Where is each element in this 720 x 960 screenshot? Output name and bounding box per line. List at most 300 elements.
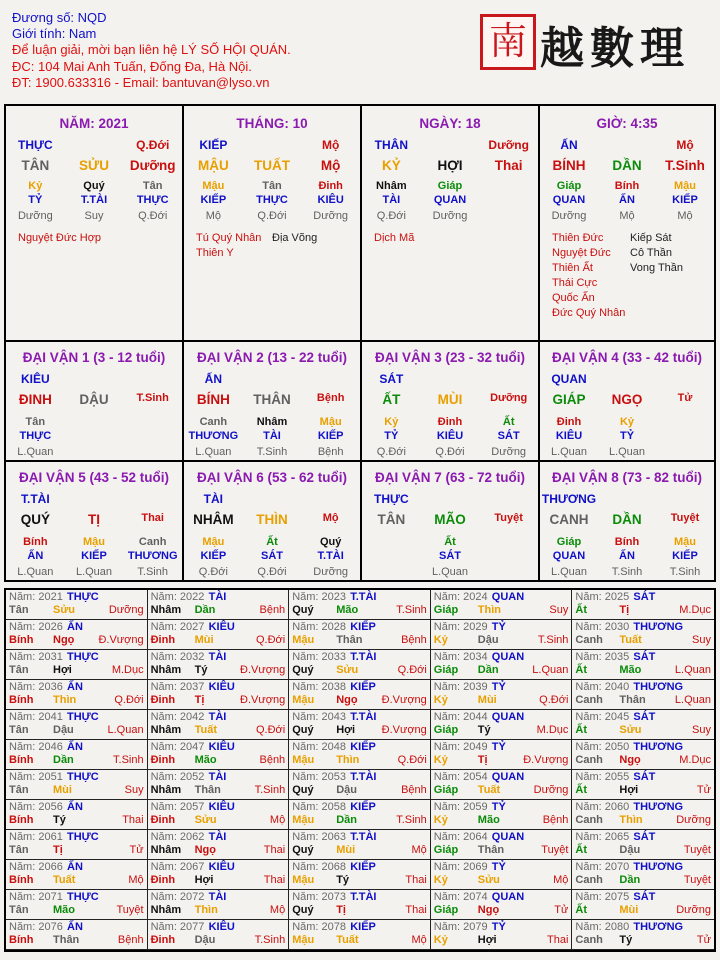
pillar-hidden-row-1: Quý [83,180,105,192]
year-star: THƯƠNG [633,921,684,933]
year-row2 [9,604,144,617]
dai-van-hidden-row [184,536,360,548]
year-row1 [434,741,569,754]
year-label: Năm: 2023 [292,591,346,603]
year-star: SÁT [633,771,656,783]
year-can: Quý [292,904,314,916]
dai-van-hidden-star-row-0: KIÊU [555,430,583,442]
year-can: Nhâm [150,904,182,916]
dai-van-hidden-row-1: Ất [444,536,456,548]
dai-van-hidden-row-1: Ất [266,536,278,548]
dai-van-3 [362,342,540,462]
pillar-hidden-row [540,180,714,192]
year-cell [572,830,714,860]
year-row2 [434,814,569,827]
year-row2 [151,634,286,647]
pillar-state-row-0: Q.Đới [376,210,406,222]
year-cell [148,920,290,950]
year-label: Năm: 2058 [292,801,346,813]
year-state: Bệnh [259,754,286,766]
dai-van-hidden-star-row-0: TỶ [384,430,399,442]
year-star: KIẾP [350,621,376,633]
dai-van-ts: T.Sinh [136,392,169,404]
dai-van-hidden-row [540,416,714,428]
year-star: ẤN [67,801,83,813]
dai-van-hidden-row [362,416,538,428]
pillar-star-row-1 [421,138,480,152]
year-row1 [575,741,711,754]
dai-van-state-row-0: L.Quan [550,566,588,578]
year-row1 [575,711,711,724]
year-star: SÁT [633,831,656,843]
year-state: Tử [696,784,711,796]
year-chi: Dậu [194,934,216,946]
pillar-star-left: Dịch Mã [374,232,415,244]
dai-van-hidden-star-row-2 [479,550,538,562]
dai-van-can: NHÂM [193,512,234,527]
year-chi: Tị [336,904,346,916]
year-can: Mậu [292,874,315,886]
dai-van-hidden-star-row-0 [362,550,421,562]
dai-van-state-row-2: T.Sinh [669,566,701,578]
pillar-state-row-2 [479,210,538,222]
year-can: Kỷ [433,814,448,826]
year-cell [431,770,573,800]
year-row1 [575,771,711,784]
dai-van-title: ĐẠI VẬN 5 (43 - 52 tuổi) [18,470,170,485]
year-cell [431,590,573,620]
year-star: ẤN [67,741,83,753]
dai-van-ts: Tử [677,392,693,404]
dai-van-state-row-2: T.Sinh [137,566,168,578]
year-row1 [9,771,144,784]
pillar-canchi-row-0: KỶ [381,158,401,173]
pillar-title: GIỜ: 4:35 [596,116,658,131]
year-row2 [575,934,711,947]
dai-van-star: SÁT [379,372,404,386]
year-row1 [9,801,144,814]
pillar-hidden-star-row-1: T.TÀI [80,194,108,206]
year-can: Giáp [433,784,459,796]
pillar-canchi-row [362,158,538,173]
dai-van-state-row-0: L.Quan [195,446,232,458]
year-cell [6,620,148,650]
dai-van-title: ĐẠI VẬN 8 (73 - 82 tuổi) [551,470,703,485]
pillar-title: THÁNG: 10 [236,116,308,131]
year-can: Tân [9,664,29,676]
year-star: ẤN [67,921,83,933]
year-star: TÀI [208,771,227,783]
year-chi: Mão [53,904,75,916]
year-cell [148,770,290,800]
year-cell [289,890,431,920]
pillar-star-right: Kiếp Sát [630,232,672,244]
dai-van-star: T.TÀI [20,492,50,506]
year-row2 [434,874,569,887]
year-row1 [151,681,286,694]
dai-van-hidden-star-row-0: QUAN [552,550,586,562]
year-state: L.Quan [532,664,569,676]
year-star: T.TÀI [350,591,377,603]
year-can: Tân [9,604,29,616]
year-chi: Thân [477,844,505,856]
year-star: THƯƠNG [633,681,684,693]
year-can: Mậu [292,754,315,766]
year-label: Năm: 2042 [150,711,205,723]
year-row2 [434,844,569,857]
year-chi: Tý [619,934,633,946]
year-cell [289,650,431,680]
year-cell [289,800,431,830]
year-row2 [9,814,144,827]
pillar-hidden-star-row-0: KIẾP [200,194,227,206]
year-row2 [9,664,144,677]
dai-van-hidden-row-0: Tân [25,416,46,428]
year-state: Thai [122,814,144,826]
dai-van-title: ĐẠI VẬN 2 (13 - 22 tuổi) [196,350,348,365]
year-row2 [292,874,427,887]
dai-van-canchi-row [540,512,714,527]
year-row1 [575,681,711,694]
dai-van-state-row-0 [362,566,421,578]
year-label: Năm: 2047 [150,741,205,753]
pillar-hidden-row-0: Giáp [556,180,582,192]
year-cell [572,770,714,800]
year-can: Bính [9,814,34,826]
dai-van-canchi-row [6,512,182,527]
year-state: Q.Đới [397,664,427,676]
year-cell [289,830,431,860]
dai-van-hidden-row-2: Canh [138,536,167,548]
pillar-star-right: Vong Thần [630,262,684,274]
year-cell [6,590,148,620]
year-label: Năm: 2039 [433,681,488,693]
year-row1 [575,801,711,814]
year-can: Đinh [150,694,176,706]
year-state: M.Dục [679,754,711,766]
year-row2 [292,754,427,767]
year-state: Dưỡng [676,904,711,916]
year-state: Thai [405,874,427,886]
pillar-star-row [6,138,182,152]
pillar-star-row-2: Mộ [676,138,694,152]
year-can: Đinh [150,934,176,946]
year-label: Năm: 2033 [292,651,346,663]
pillar-canchi-row-0: TÂN [21,158,50,173]
year-star: T.TÀI [350,891,377,903]
pillar-hidden-row-1: Tân [262,180,282,192]
year-state: Bệnh [401,634,427,646]
year-label: Năm: 2041 [9,711,63,723]
year-chi: Tuất [336,934,359,946]
year-row2 [575,904,711,917]
pillar-hidden-star-row-0: TỶ [28,194,43,206]
year-state: Q.Đới [114,694,144,706]
dai-van-can: BÍNH [196,392,230,407]
dai-van-title: ĐẠI VẬN 6 (53 - 62 tuổi) [196,470,348,485]
pillar-hidden-star-row-1: THỰC [256,194,288,206]
year-star: KIẾP [350,741,376,753]
year-row1 [292,591,427,604]
year-row1 [9,861,144,874]
dai-van-hidden-row-1: Nhâm [256,416,288,428]
year-chi: Mùi [336,844,356,856]
dai-van-star: THỰC [374,492,409,506]
dai-van-state-row-1 [65,446,124,458]
dai-van-state-row-1: L.Quan [75,566,113,578]
year-state: Mộ [128,874,144,886]
year-star: KIẾP [350,801,376,813]
year-label: Năm: 2051 [9,771,63,783]
dai-van-state-row [6,566,182,578]
pillar-canchi-row [184,158,360,173]
year-star: SÁT [633,891,656,903]
year-can: Ất [575,604,587,616]
year-star: ẤN [67,681,83,693]
year-row2 [9,694,144,707]
pillar-hidden-row [6,180,182,192]
year-star: QUAN [491,771,525,783]
year-chi: Dậu [477,634,499,646]
dai-van-hidden-star-row-0: KIẾP [200,550,227,562]
year-can: Nhâm [150,664,182,676]
year-label: Năm: 2076 [9,921,63,933]
year-row2 [292,814,427,827]
pillar-0 [6,106,184,342]
year-star: TỶ [491,801,506,813]
dai-van-can: TÂN [377,512,406,527]
year-cell [289,680,431,710]
year-star: THỰC [67,651,99,663]
dai-van-canchi-row [6,392,182,407]
year-row2 [575,874,711,887]
dai-van-hidden-row-1: Mậu [83,536,105,548]
year-label: Năm: 2032 [150,651,205,663]
year-row1 [292,741,427,754]
year-cell [6,860,148,890]
pillar-star-row-0: ẤN [560,138,578,152]
pillar-hidden-row-0: Nhâm [376,180,407,192]
chart-grid [4,104,716,582]
year-star: QUAN [491,831,525,843]
pillar-hidden-star-row-1: QUAN [433,194,467,206]
year-label: Năm: 2031 [9,651,63,663]
year-chi: Dần [53,754,74,766]
year-can: Canh [575,634,603,646]
year-star: TÀI [208,891,227,903]
pillar-star-row [540,138,714,152]
year-can: Canh [575,874,603,886]
pillar-hidden-row-1: Bính [614,180,640,192]
year-chi: Thân [194,784,221,796]
year-row1 [575,651,711,664]
year-chi: Thìn [194,904,218,916]
year-chi: Thân [336,634,363,646]
dai-van-state-row [362,566,538,578]
pillar-state-row-0: Dưỡng [17,210,53,222]
year-chi: Tị [194,694,205,706]
dai-van-hidden-row-2: Mậu [319,416,342,428]
year-row2 [9,904,144,917]
contact-note: Để luận giải, mời bạn liên hệ LÝ SỐ HỘI QUÁN. [12,42,291,58]
pillar-1 [184,106,362,342]
year-chi: Tị [477,754,488,766]
pillar-hidden-star-row-2: KIÊU [317,194,344,206]
year-can: Giáp [433,604,459,616]
year-row2 [9,934,144,947]
dai-van-state-row-0: Q.Đới [376,446,406,458]
dai-van-title: ĐẠI VẬN 7 (63 - 72 tuổi) [374,470,526,485]
dai-van-chi: THÂN [253,392,291,407]
year-star: T.TÀI [350,711,377,723]
year-row2 [292,904,427,917]
year-row1 [292,831,427,844]
pillar-canchi-row-2: Mộ [320,158,341,173]
year-row1 [575,891,711,904]
year-row2 [434,754,569,767]
year-state: Q.Đới [539,694,569,706]
year-star: TÀI [208,591,227,603]
year-star: THỰC [67,711,99,723]
year-can: Mậu [292,694,315,706]
year-chi: Sửu [53,604,76,616]
year-can: Quý [292,604,314,616]
year-label: Năm: 2064 [433,831,488,843]
year-row2 [151,604,286,617]
dai-van-star: KIÊU [20,372,50,386]
address: ĐC: 104 Mai Anh Tuấn, Đống Đa, Hà Nội. [12,58,252,74]
year-state: T.Sinh [254,934,286,946]
year-cell [6,770,148,800]
year-label: Năm: 2030 [575,621,630,633]
pillar-hidden-row-1: Giáp [437,180,463,192]
year-star: TỶ [491,921,506,933]
pillar-star-row-0: THÂN [374,138,408,152]
year-row1 [292,771,427,784]
dai-van-state-row-1: Q.Đới [257,566,287,578]
year-state: Dưỡng [676,814,711,826]
year-chi: Mùi [477,694,497,706]
dai-van-chi: TỊ [88,512,100,527]
dai-van-hidden-row-0: Kỷ [384,416,399,428]
year-chi: Dần [619,874,641,886]
year-label: Năm: 2028 [292,621,346,633]
dai-van-hidden-row [540,536,714,548]
dai-van-hidden-row [6,416,182,428]
year-state: T.Sinh [396,814,427,826]
dai-van-state-row-2 [656,446,714,458]
year-chi: Ngọ [336,694,358,706]
pillar-canchi-row-0: BÍNH [552,158,586,173]
logo-seal: 南 [480,14,536,70]
year-state: Mộ [553,874,569,886]
year-row1 [292,801,427,814]
year-star: SÁT [633,651,656,663]
year-row2 [9,874,144,887]
pillar-star-left: Thiên Đức [552,232,604,244]
year-label: Năm: 2048 [292,741,346,753]
year-label: Năm: 2054 [433,771,488,783]
dai-van-hidden-star-row-1: SÁT [261,550,283,562]
pillar-state-row [6,210,182,222]
year-row1 [9,681,144,694]
pillar-state-row-1: Suy [84,210,104,222]
pillar-star-right: Cô Thần [630,247,672,259]
dai-van-star: ẤN [204,372,222,386]
year-can: Bính [9,634,34,646]
year-can: Quý [292,664,314,676]
year-cell [148,680,290,710]
dai-van-hidden-star-row-2 [123,430,182,442]
year-state: Tuyệt [683,844,711,856]
year-chi: Hợi [336,724,356,736]
pillar-state-row [540,210,714,222]
year-row2 [292,724,427,737]
year-chi: Mão [619,664,642,676]
pillar-state-row [184,210,360,222]
dai-van-hidden-row [184,416,360,428]
year-label: Năm: 2025 [575,591,630,603]
year-can: Kỷ [433,634,448,646]
year-row1 [9,591,144,604]
year-row1 [434,861,569,874]
year-label: Năm: 2077 [150,921,205,933]
year-state: Đ.Vượng [240,694,286,706]
year-star: THỰC [67,771,99,783]
year-state: Tử [696,934,711,946]
year-can: Nhâm [150,724,182,736]
year-row2 [151,754,286,767]
pillar-canchi-row [540,158,714,173]
year-chi: Sửu [336,664,359,676]
year-cell [431,740,573,770]
dai-van-chi: DẬU [79,392,109,407]
dai-van-state-row-2: Dưỡng [491,446,527,458]
pillar-hidden-star-row-1: ẤN [619,194,635,206]
dai-van-state-row [184,446,360,458]
dai-van-hidden-star-row-0: THỰC [19,430,52,442]
year-label: Năm: 2057 [150,801,205,813]
year-label: Năm: 2035 [575,651,630,663]
year-state: Tử [129,844,144,856]
year-state: Suy [549,604,569,616]
dai-van-chi: DẦN [612,512,642,527]
dai-van-canchi-row [184,512,360,527]
year-star: TỶ [491,861,506,873]
dai-van-hidden-star-row-1: KIÊU [436,430,464,442]
year-star: THỰC [67,591,99,603]
year-row2 [575,754,711,767]
dai-van-4 [540,342,714,462]
year-row1 [292,651,427,664]
dai-van-star: THƯƠNG [541,492,597,506]
year-state: Thai [405,904,427,916]
year-label: Năm: 2072 [150,891,205,903]
year-row1 [9,741,144,754]
year-cell [572,740,714,770]
year-star: KIÊU [208,921,235,933]
year-can: Nhâm [150,784,182,796]
year-row2 [292,634,427,647]
dai-van-state-row-0: L.Quan [17,446,54,458]
year-label: Năm: 2061 [9,831,63,843]
year-state: Tuyệt [683,874,711,886]
year-chi: Sửu [619,724,642,736]
pillar-hidden-row [184,180,360,192]
year-can: Ất [575,904,587,916]
year-label: Năm: 2040 [575,681,630,693]
dai-van-state-row-1: T.Sinh [256,446,288,458]
